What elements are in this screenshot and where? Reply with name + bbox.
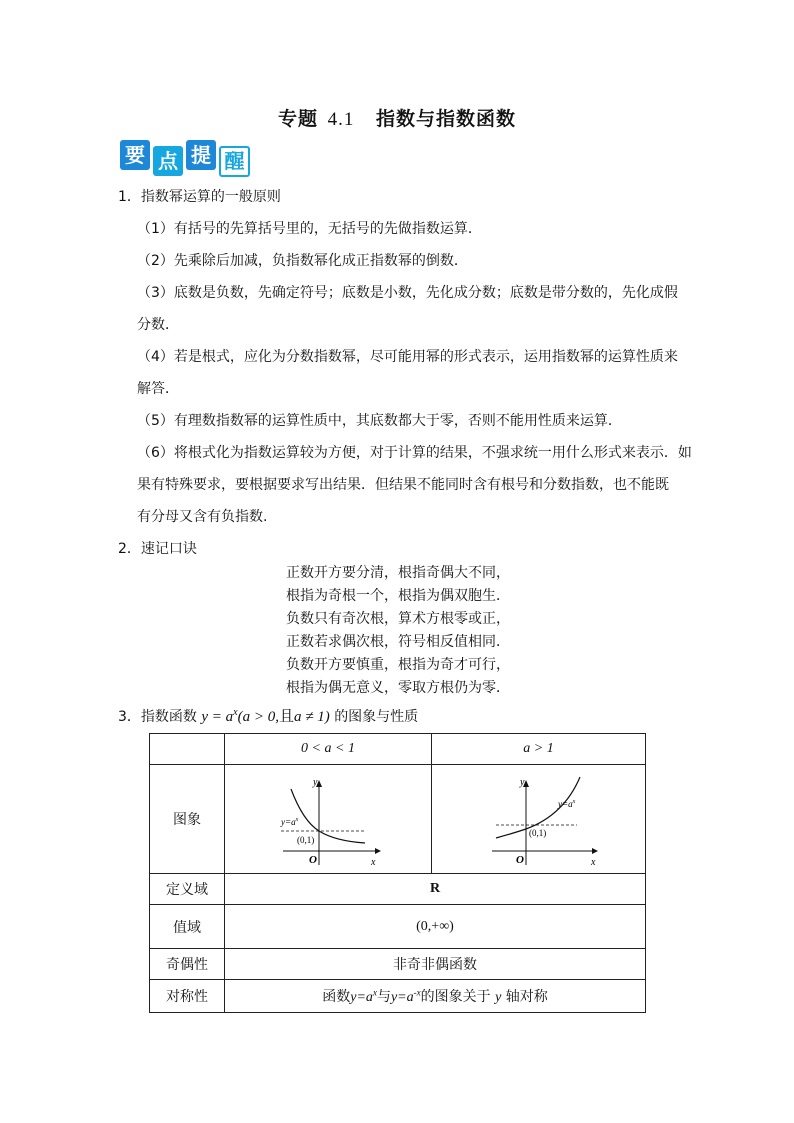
header-case-a-lt-1: 0 < a < 1 bbox=[225, 734, 432, 765]
row-label-range: 值域 bbox=[150, 905, 225, 949]
rule-2: （2）先乘除后加减，负指数幂化成正指数幂的倒数． bbox=[137, 253, 468, 269]
badge-char-1: 要 bbox=[120, 140, 150, 170]
badge-char-3: 提 bbox=[186, 140, 216, 170]
symmetry-var: y bbox=[495, 990, 502, 1005]
badge-char-4: 醒 bbox=[219, 146, 250, 177]
table-row-graph bbox=[150, 765, 646, 874]
section-1-heading: 1．指数幂运算的一般原则 bbox=[118, 189, 281, 205]
properties-table bbox=[149, 733, 646, 1013]
rule-3-cont: 分数． bbox=[137, 317, 179, 333]
symmetry-end: 轴对称 bbox=[505, 989, 548, 1005]
poem-line-1: 正数开方要分清，根指奇偶大不同， bbox=[286, 565, 510, 581]
title-number: 4.1 bbox=[327, 109, 355, 130]
curve-label bbox=[280, 817, 299, 827]
parity-value: 非奇非偶函数 bbox=[225, 949, 646, 980]
rule-1: （1）有括号的先算括号里的，无括号的先做指数运算． bbox=[137, 221, 482, 237]
symmetry-pre: 函数 bbox=[322, 989, 351, 1005]
formula-exponent: x bbox=[233, 707, 238, 718]
point-label: (0,1) bbox=[297, 835, 315, 845]
table-row-range bbox=[150, 905, 646, 949]
page-title bbox=[0, 104, 794, 131]
rule-3: （3）底数是负数，先确定符号；底数是小数，先化成分数；底数是带分数的，先化成假 bbox=[137, 285, 678, 301]
formula-condition-2: a ≠ 1) bbox=[294, 709, 330, 725]
symmetry-func-2 bbox=[390, 987, 421, 1005]
row-label-graph: 图象 bbox=[150, 765, 225, 874]
symmetry-func-1 bbox=[350, 987, 377, 1005]
formula-condition-1: (a > 0, bbox=[237, 709, 279, 725]
origin-label: O bbox=[516, 854, 524, 866]
table-row-symmetry bbox=[150, 980, 646, 1013]
symmetry-func-2-base: y=a bbox=[390, 990, 414, 1005]
y-axis-label: y bbox=[313, 777, 318, 788]
symmetry-post: 的图象关于 bbox=[420, 989, 491, 1005]
range-value: (0,+∞) bbox=[225, 905, 646, 949]
section-3-heading bbox=[118, 705, 418, 726]
row-label-domain: 定义域 bbox=[150, 874, 225, 905]
rule-4-cont: 解答． bbox=[137, 381, 179, 397]
row-label-symmetry: 对称性 bbox=[150, 980, 225, 1013]
curve-label-exp: x bbox=[572, 799, 576, 805]
title-prefix: 专题 bbox=[277, 108, 318, 130]
title-subject: 指数与指数函数 bbox=[376, 108, 517, 130]
origin-label: O bbox=[309, 854, 317, 866]
x-axis-arrow bbox=[592, 848, 598, 854]
header-case-a-gt-1: a > 1 bbox=[432, 734, 646, 765]
exp-function-formula bbox=[201, 709, 329, 725]
table-header-row bbox=[150, 734, 646, 765]
rule-5: （5）有理数指数幂的运算性质中，其底数都大于零，否则不能用性质来运算． bbox=[137, 413, 622, 429]
symmetry-func-2-exp: -x bbox=[413, 987, 421, 998]
table-row-domain bbox=[150, 874, 646, 905]
curve-label-exp: x bbox=[295, 817, 299, 823]
x-axis-label: x bbox=[371, 857, 376, 868]
curve-label-base: y=a bbox=[558, 799, 573, 809]
section-3-suffix: 的图象与性质 bbox=[334, 709, 419, 725]
table-corner-cell bbox=[150, 734, 225, 765]
graph-increasing-cell bbox=[432, 765, 646, 874]
domain-value: R bbox=[225, 874, 646, 905]
section-2-heading: 2．速记口诀 bbox=[118, 541, 197, 557]
formula-base: y = a bbox=[201, 709, 234, 725]
curve-label bbox=[557, 799, 576, 809]
poem-line-2: 根指为奇根一个，根指为偶双胞生． bbox=[286, 588, 510, 604]
poem-line-3: 负数只有奇次根，算术方根零或正， bbox=[286, 611, 510, 627]
decreasing-exponential-graph bbox=[225, 765, 432, 869]
table-row-parity bbox=[150, 949, 646, 980]
symmetry-func-1-base: y=a bbox=[350, 990, 373, 1005]
curve-label-base: y=a bbox=[281, 817, 296, 827]
poem-line-5: 负数开方要慎重，根指为奇才可行， bbox=[286, 657, 510, 673]
row-label-parity: 奇偶性 bbox=[150, 949, 225, 980]
symmetry-value bbox=[225, 980, 646, 1013]
graph-decreasing-cell bbox=[225, 765, 432, 874]
rule-4: （4）若是根式，应化为分数指数幂，尽可能用幂的形式表示，运用指数幂的运算性质来 bbox=[137, 349, 678, 365]
poem-line-6: 根指为偶无意义，零取方根仍为零． bbox=[286, 680, 510, 696]
rule-6-cont-2: 有分母又含有负指数. bbox=[137, 509, 268, 525]
rule-6: （6）将根式化为指数运算较为方便，对于计算的结果，不强求统一用什么形式来表示．如 bbox=[137, 445, 692, 461]
x-axis-arrow bbox=[375, 848, 381, 854]
x-axis-label: x bbox=[591, 857, 596, 868]
rule-6-cont-1: 果有特殊要求，要根据要求写出结果．但结果不能同时含有根号和分数指数，也不能既 bbox=[137, 477, 669, 493]
formula-and: 且 bbox=[278, 709, 294, 725]
badge-char-2: 点 bbox=[153, 146, 183, 176]
point-label: (0,1) bbox=[529, 828, 547, 838]
symmetry-mid: 与 bbox=[376, 989, 391, 1005]
y-axis-label: y bbox=[520, 777, 525, 788]
symmetry-func-1-exp: x bbox=[372, 987, 377, 998]
section-3-prefix: 3．指数函数 bbox=[118, 709, 197, 725]
poem-line-4: 正数若求偶次根，符号相反值相同． bbox=[286, 634, 510, 650]
increasing-exponential-graph bbox=[432, 765, 646, 869]
